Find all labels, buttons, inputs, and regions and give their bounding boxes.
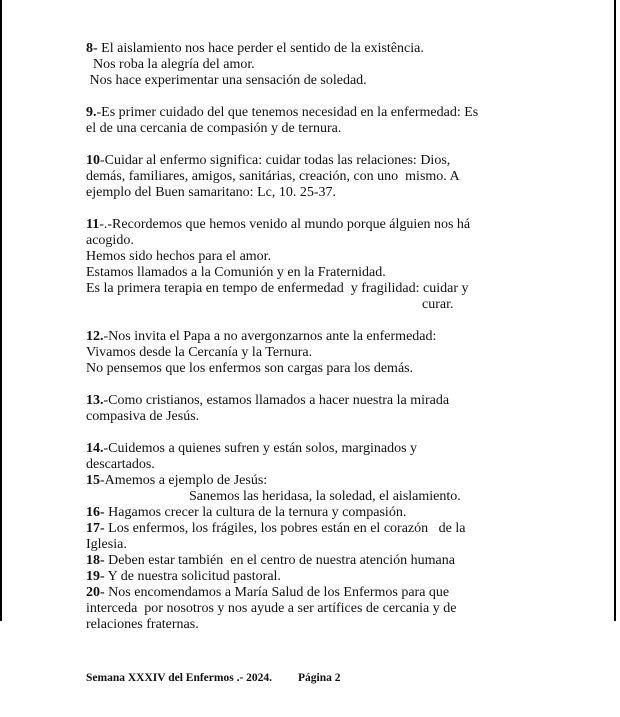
text-line: Sanemos las heridasa, la soledad, el aislamiento. [189,489,461,504]
item-number: 20- [86,585,105,600]
paragraph [86,393,614,425]
text-line: demás, familiares, amigos, sanitárias, creación, con uno mismo. A [86,169,460,184]
item-number: 16- [86,505,105,520]
text-line: 14.-Cuidemos a quienes sufren y están solos, marginados y [86,441,418,456]
text-line: compasiva de Jesús. [86,409,200,424]
text-line: descartados. [86,457,155,472]
paragraph [86,329,614,377]
paragraph [86,41,614,89]
text-blocks [86,41,614,633]
text-line: acogido. [86,233,134,248]
text-line: No pensemos que los enfermos son cargas para los demás. [86,361,414,376]
text-line: 11-.-Recordemos que hemos venido al mundo porque álguien nos há [86,217,471,232]
footer-document-title: Semana XXXIV del Enfermos .- 2024. [86,672,273,684]
item-number: 15 [86,473,100,488]
text-line: Iglesia. [86,537,127,552]
paragraph [86,105,614,137]
paragraph [86,217,614,313]
item-number: 8- [86,41,98,56]
text-line: 17- Los enfermos, los frágiles, los pobres están en el corazón de la [86,521,466,536]
document-content [2,0,614,717]
text-line: relaciones fraternas. [86,617,199,632]
text-line: 15-Amemos a ejemplo de Jesús: [86,473,268,488]
text-line: 16- Hagamos crecer la cultura de la ternura y compasión. [86,505,407,520]
text-line: el de una cercania de compasión y de ternura. [86,121,342,136]
text-line: Estamos llamados a la Comunión y en la Fraternidad. [86,265,386,280]
page-footer [86,671,614,685]
paragraph [86,441,614,633]
item-number: 14. [86,441,104,456]
text-line: 19- Y de nuestra solicitud pastoral. [86,569,281,584]
text-line: Nos hace experimentar una sensación de soledad. [86,73,367,88]
paragraph [86,153,614,201]
text-line: curar. [422,297,454,312]
text-line: 18- Deben estar también en el centro de nuestra atención humana [86,553,455,568]
item-number: 11 [86,217,100,232]
text-line: 9.-Es primer cuidado del que tenemos necesidad en la enfermedad: Es [86,105,479,120]
item-number: 10 [86,153,100,168]
text-line: Vivamos desde la Cercanía y la Ternura. [86,345,313,360]
text-line: interceda por nosotros y nos ayude a ser artífices de cercania y de [86,601,457,616]
text-line: ejemplo del Buen samaritano: Lc, 10. 25-37. [86,185,336,200]
text-line: 12.-Nos invita el Papa a no avergonzarnos ante la enfermedad: [86,329,437,344]
footer-page-number: Página 2 [298,672,341,684]
item-number: 18- [86,553,105,568]
item-number: 9. [86,105,97,120]
text-line: Hemos sido hechos para el amor. [86,249,272,264]
text-line: 20- Nos encomendamos a María Salud de los Enfermos para que [86,585,450,600]
text-line: Es la primera terapia en tempo de enfermedad y fragilidad: cuidar y [86,281,469,296]
text-line: Nos roba la alegría del amor. [86,57,255,72]
text-line: 10-Cuidar al enfermo significa: cuidar todas las relaciones: Dios, [86,153,451,168]
item-number: 12. [86,329,104,344]
item-number: 19- [86,569,105,584]
text-line: 8- El aislamiento nos hace perder el sentido de la existência. [86,41,424,56]
item-number: 17- [86,521,105,536]
text-line: 13.-Como cristianos, estamos llamados a hacer nuestra la mirada [86,393,450,408]
item-number: 13. [86,393,104,408]
